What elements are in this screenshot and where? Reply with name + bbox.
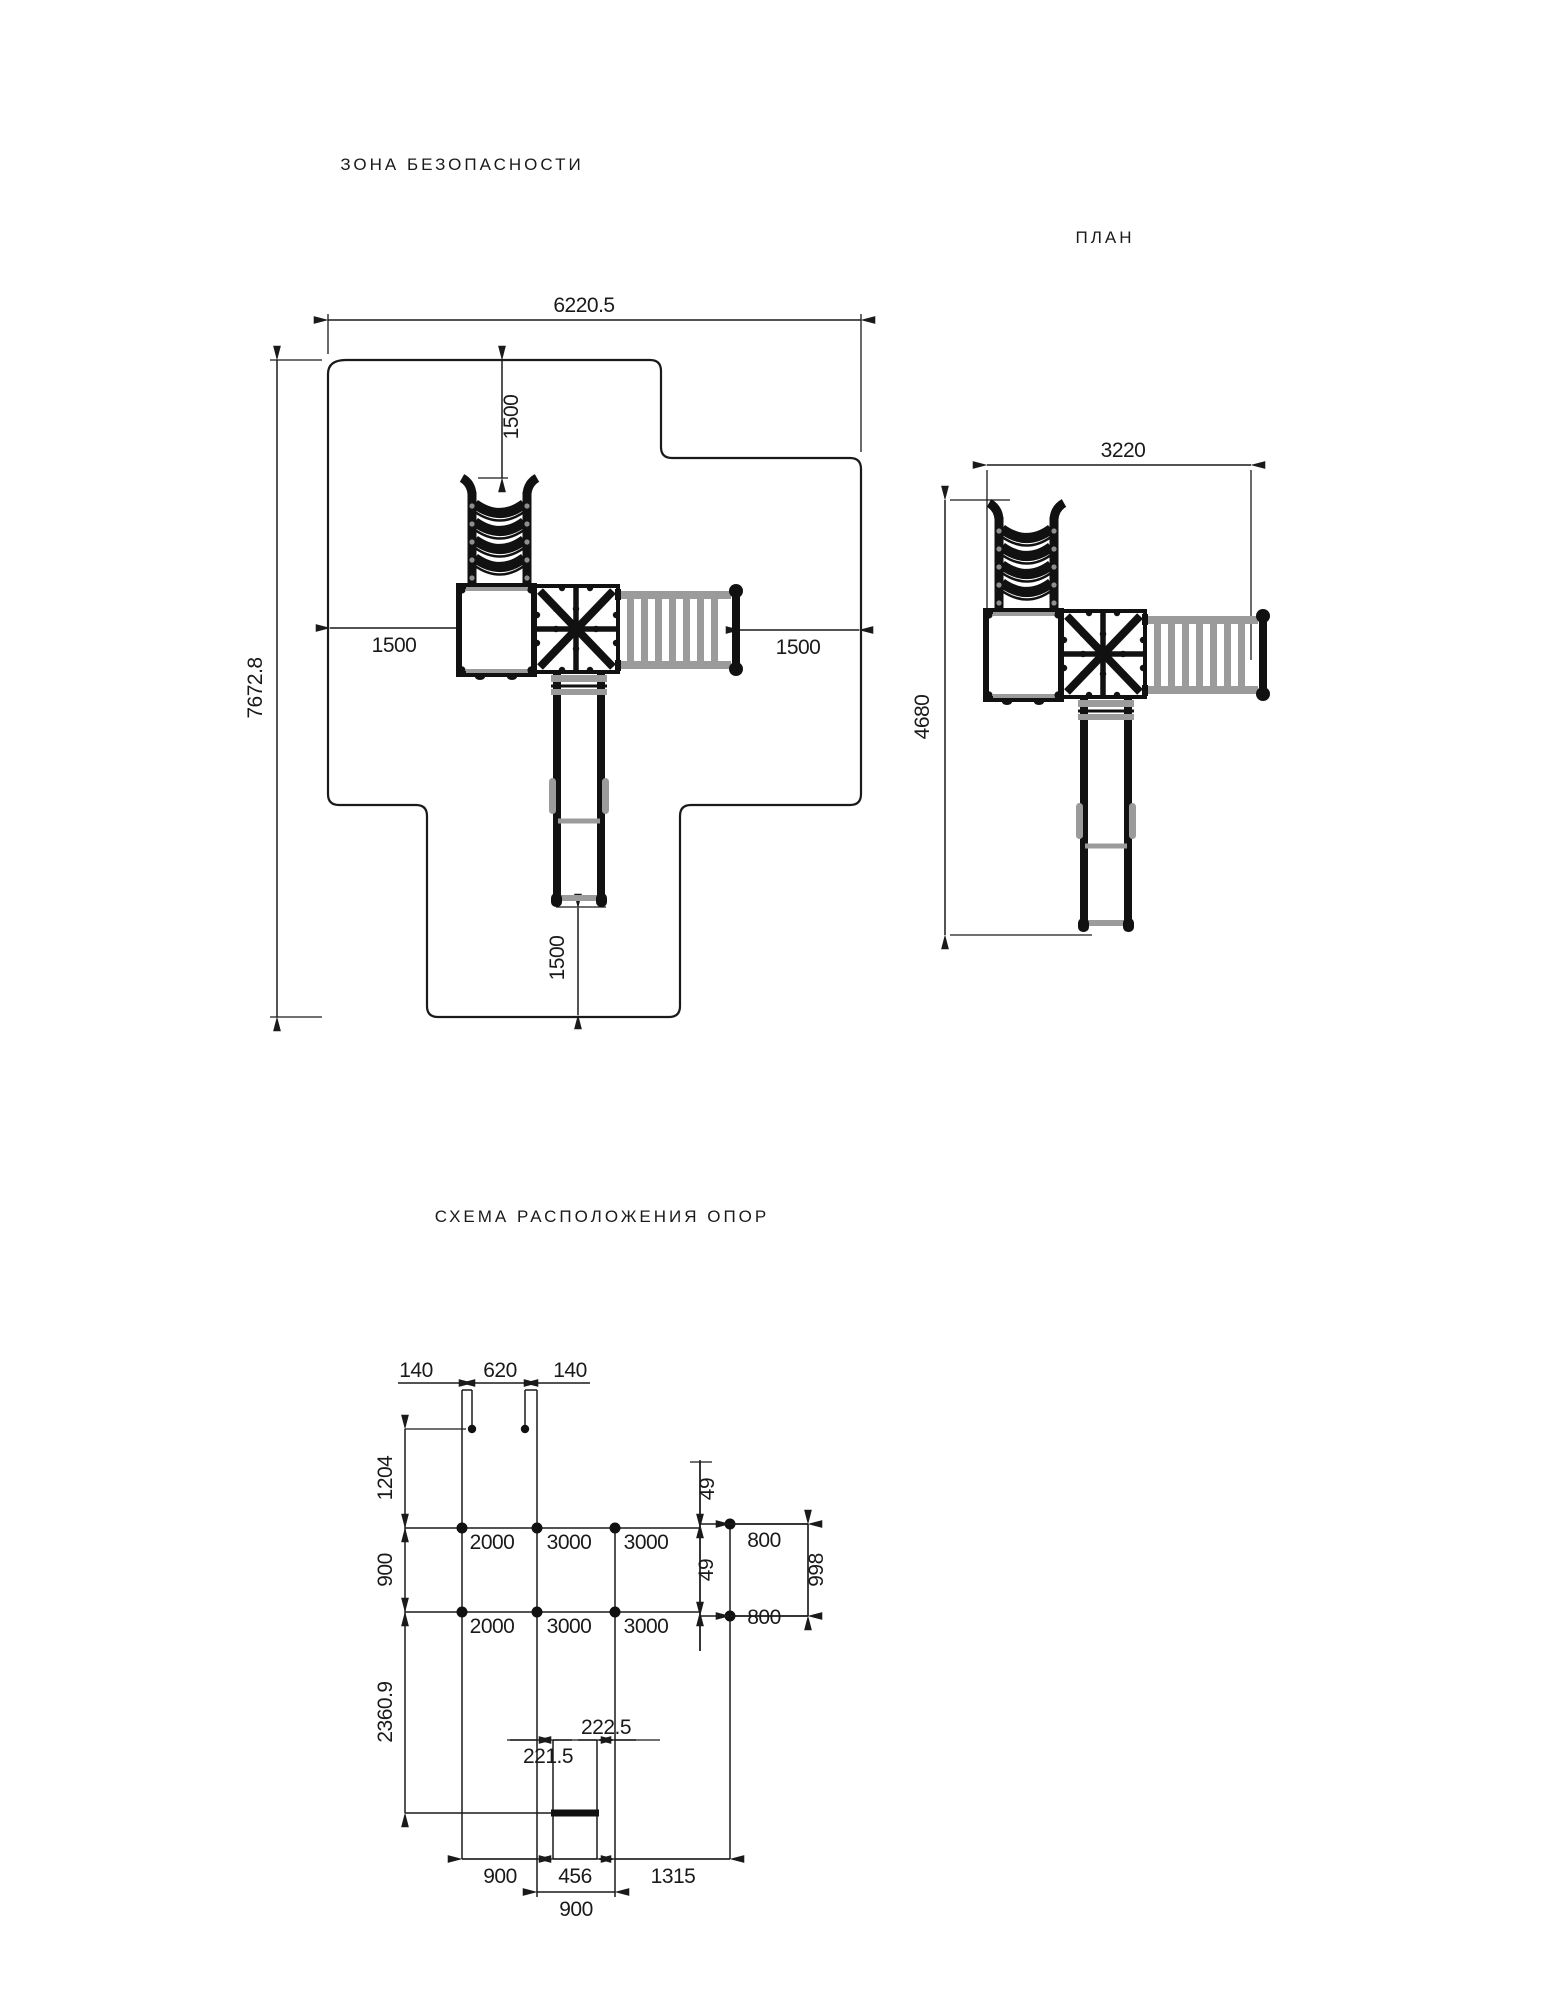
dim-supports-bottom bbox=[462, 1859, 730, 1921]
dim-label-top-right: 140 bbox=[553, 1359, 587, 1382]
dim-supports-top bbox=[398, 1359, 590, 1383]
dim-label-2225: 222.5 bbox=[580, 1716, 632, 1739]
plan-equipment bbox=[985, 503, 1270, 932]
support-row-labels bbox=[470, 1531, 669, 1638]
dim-label-top-left: 140 bbox=[399, 1359, 433, 1382]
dim-label-clearance-left: 1500 bbox=[371, 634, 417, 657]
row1-seg1: 2000 bbox=[469, 1531, 515, 1554]
dim-label-900-total: 900 bbox=[559, 1898, 593, 1921]
dim-label-plan-width: 3220 bbox=[1100, 439, 1146, 462]
dim-label-800-bottom: 800 bbox=[747, 1606, 781, 1629]
dim-clearance-bottom bbox=[546, 907, 606, 1015]
dim-label-1204: 1204 bbox=[374, 1455, 397, 1501]
dim-label-800-top: 800 bbox=[747, 1529, 781, 1552]
row2-seg3: 3000 bbox=[623, 1615, 669, 1638]
dim-slide-gaps bbox=[507, 1716, 660, 1768]
dim-clearance-left bbox=[330, 628, 456, 657]
dim-label-plan-height: 4680 bbox=[911, 694, 934, 740]
dim-clearance-right bbox=[740, 630, 859, 659]
row2-seg2: 3000 bbox=[546, 1615, 592, 1638]
dim-label-900-bottom-left: 900 bbox=[483, 1865, 517, 1888]
dim-label-zone-height: 7672.8 bbox=[244, 657, 267, 719]
dim-label-998: 998 bbox=[805, 1553, 828, 1587]
safety-zone-drawing bbox=[244, 155, 861, 1017]
support-grid-lines bbox=[405, 1390, 808, 1897]
row1-seg2: 3000 bbox=[546, 1531, 592, 1554]
plan-drawing bbox=[911, 228, 1270, 935]
dim-zone-height bbox=[244, 360, 322, 1017]
dim-label-2215: 221.5 bbox=[522, 1745, 574, 1768]
dim-label-900-left: 900 bbox=[374, 1553, 397, 1587]
zone-equipment bbox=[458, 478, 743, 907]
dim-zone-width bbox=[328, 294, 861, 452]
safety-zone-title: ЗОНА БЕЗОПАСНОСТИ bbox=[340, 155, 584, 174]
dim-label-2360: 2360.9 bbox=[374, 1681, 397, 1743]
dim-offset-49 bbox=[690, 1462, 719, 1651]
supports-drawing bbox=[374, 1207, 828, 1921]
row1-seg3: 3000 bbox=[623, 1531, 669, 1554]
dim-label-49-top: 49 bbox=[696, 1477, 719, 1501]
row2-seg1: 2000 bbox=[469, 1615, 515, 1638]
dim-label-456: 456 bbox=[558, 1865, 592, 1888]
dim-supports-left bbox=[374, 1429, 466, 1813]
support-posts bbox=[457, 1425, 736, 1622]
dim-label-zone-width: 6220.5 bbox=[553, 294, 615, 317]
dim-label-top-middle: 620 bbox=[483, 1359, 517, 1382]
dim-label-49-mid: 49 bbox=[695, 1558, 718, 1582]
dim-label-clearance-right: 1500 bbox=[775, 636, 821, 659]
dim-label-clearance-top: 1500 bbox=[500, 394, 523, 440]
dim-supports-right bbox=[730, 1524, 828, 1629]
safety-zone-outline bbox=[328, 360, 861, 1017]
plan-title: ПЛАН bbox=[1075, 228, 1135, 247]
dim-label-clearance-bottom: 1500 bbox=[546, 935, 569, 981]
supports-title: СХЕМА РАСПОЛОЖЕНИЯ ОПОР bbox=[434, 1207, 770, 1226]
dim-clearance-top bbox=[478, 360, 523, 478]
dim-label-1315: 1315 bbox=[650, 1865, 696, 1888]
